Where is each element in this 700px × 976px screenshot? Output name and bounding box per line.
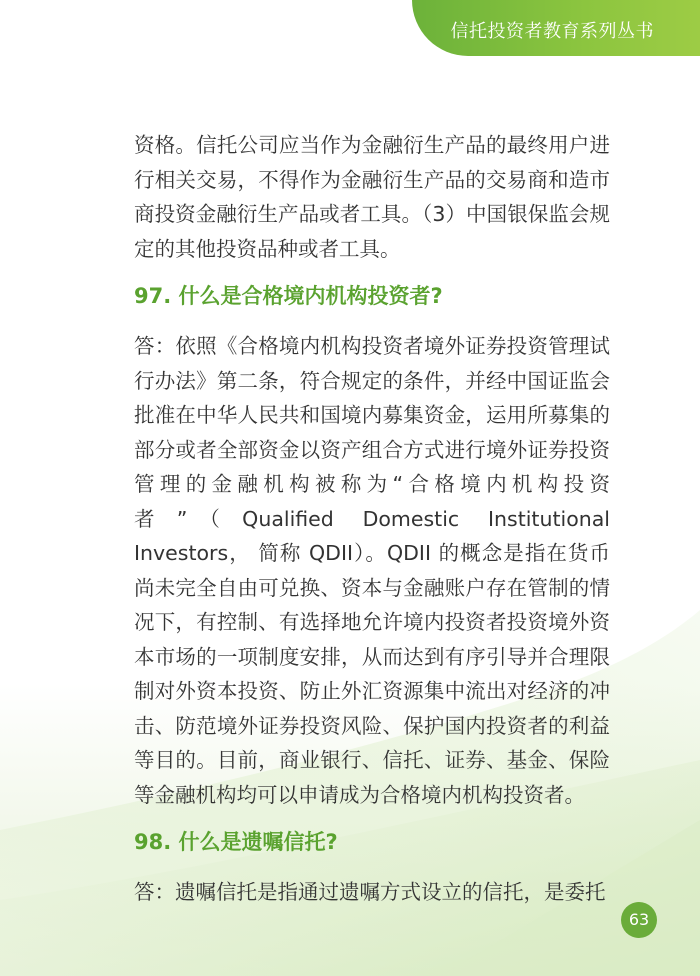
intro-paragraph: 资格。信托公司应当作为金融衍生产品的最终用户进行相关交易，不得作为金融衍生产品的交易商和造市商投资金融衍生产品或者工具。（3）中国银保监会规定的其他投资品种或者工具。: [134, 133, 610, 261]
spacer: [134, 812, 610, 825]
answer-98-paragraph: 答：遗嘱信托是指通过遗嘱方式设立的信托，是委托: [134, 880, 606, 904]
question-98-heading: 98. 什么是遗嘱信托?: [134, 830, 338, 854]
page-content: [134, 128, 610, 910]
spacer: [134, 313, 610, 329]
spacer: [134, 266, 610, 279]
spacer: [134, 859, 610, 875]
series-title: 信托投资者教育系列丛书: [450, 21, 654, 42]
header-banner: [412, 0, 700, 56]
page-number-badge: 63: [621, 902, 657, 938]
answer-97-paragraph: 答：依照《合格境内机构投资者境外证券投资管理试行办法》第二条，符合规定的条件，并经中国证监会批准在中华人民共和国境内募集资金，运用所募集的部分或者全部资金以资产组合方式进行境外证券投资管理的金融机构被称为“合格境内机构投资者”（Qualified Domestic Institutional Investors， 简称 QDII）。QDII 的概念是指在货币尚未完全自由可兑换、资本与金融账户存在管制的情况下，有控制、有选择地允许境内投资者投资境外资本市场的一项制度安排，从而达到有序引导并合理限制对外资本投资、防止外汇资源集中流出对经济的冲击、防范境外证券投资风险、保护国内投资者的利益等目的。目前，商业银行、信托、证券、基金、保险等金融机构均可以申请成为合格境内机构投资者。: [134, 334, 610, 807]
question-97-heading: 97. 什么是合格境内机构投资者?: [134, 284, 443, 308]
